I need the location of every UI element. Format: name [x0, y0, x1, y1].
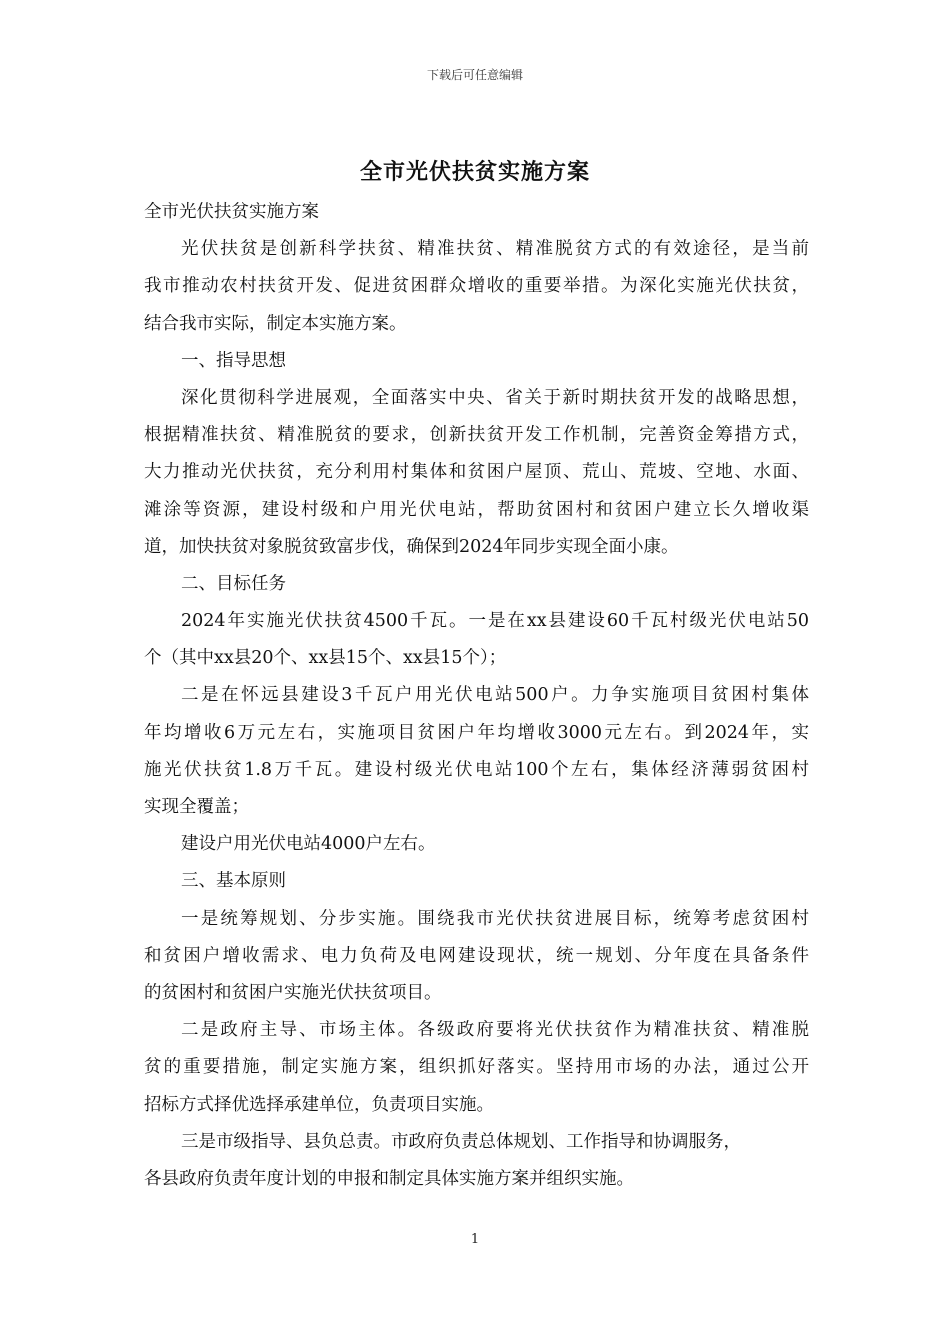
document-body	[144, 194, 809, 1198]
paragraph-line: 光伏扶贫是创新科学扶贫、精准扶贫、精准脱贫方式的有效途径，是当前	[181, 239, 809, 260]
paragraph-line: 年均增收6万元左右，实施项目贫困户年均增收3000元左右。到2024年，实	[144, 722, 809, 743]
section-heading: 一、指导思想	[181, 350, 286, 371]
paragraph-line: 二是政府主导、市场主体。各级政府要将光伏扶贫作为精准扶贫、精准脱	[181, 1020, 809, 1041]
document-title: 全市光伏扶贫实施方案	[359, 159, 590, 185]
page-number: 1	[470, 1232, 480, 1247]
section-heading: 二、目标任务	[181, 573, 286, 594]
paragraph-line: 三是市级指导、县负总责。市政府负责总体规划、工作指导和协调服务，	[181, 1131, 741, 1152]
paragraph-line: 的贫困村和贫困户实施光伏扶贫项目。	[144, 982, 442, 1003]
paragraph-line: 我市推动农村扶贫开发、促进贫困群众增收的重要举措。为深化实施光伏扶贫，	[144, 276, 809, 297]
paragraph-line: 实现全覆盖；	[144, 797, 249, 817]
paragraph-line: 2024年实施光伏扶贫4500千瓦。一是在xx县建设60千瓦村级光伏电站50	[181, 611, 809, 632]
paragraph-line: 个（其中xx县20个、xx县15个、xx县15个）；	[144, 648, 507, 669]
header-note: 下载后可任意编辑	[426, 68, 523, 82]
paragraph-line: 建设户用光伏电站4000户左右。	[181, 834, 436, 855]
paragraph-line: 招标方式择优选择承建单位，负责项目实施。	[144, 1094, 494, 1115]
paragraph-line: 道，加快扶贫对象脱贫致富步伐，确保到2024年同步实现全面小康。	[144, 536, 679, 557]
subtitle-line: 全市光伏扶贫实施方案	[144, 202, 319, 222]
paragraph-line: 和贫困户增收需求、电力负荷及电网建设现状，统一规划、分年度在具备条件	[144, 945, 809, 966]
paragraph-line: 结合我市实际，制定本实施方案。	[144, 313, 407, 334]
paragraph-line: 二是在怀远县建设3千瓦户用光伏电站500户。力争实施项目贫困村集体	[181, 685, 809, 706]
paragraph-line: 一是统筹规划、分步实施。围绕我市光伏扶贫进展目标，统筹考虑贫困村	[181, 908, 809, 929]
paragraph-line: 根据精准扶贫、精准脱贫的要求，创新扶贫开发工作机制，完善资金筹措方式，	[144, 425, 809, 446]
paragraph-line: 施光伏扶贫1.8万千瓦。建设村级光伏电站100个左右，集体经济薄弱贫困村	[144, 759, 809, 780]
section-heading: 三、基本原则	[181, 871, 286, 892]
paragraph-line: 贫的重要措施，制定实施方案，组织抓好落实。坚持用市场的办法，通过公开	[144, 1057, 809, 1078]
paragraph-line: 滩涂等资源，建设村级和户用光伏电站，帮助贫困村和贫困户建立长久增收渠	[144, 499, 809, 520]
paragraph-line: 各县政府负责年度计划的申报和制定具体实施方案并组织实施。	[144, 1168, 634, 1189]
paragraph-line: 深化贯彻科学进展观，全面落实中央、省关于新时期扶贫开发的战略思想，	[181, 387, 809, 408]
paragraph-line: 大力推动光伏扶贫，充分利用村集体和贫困户屋顶、荒山、荒坡、空地、水面、	[144, 462, 809, 483]
